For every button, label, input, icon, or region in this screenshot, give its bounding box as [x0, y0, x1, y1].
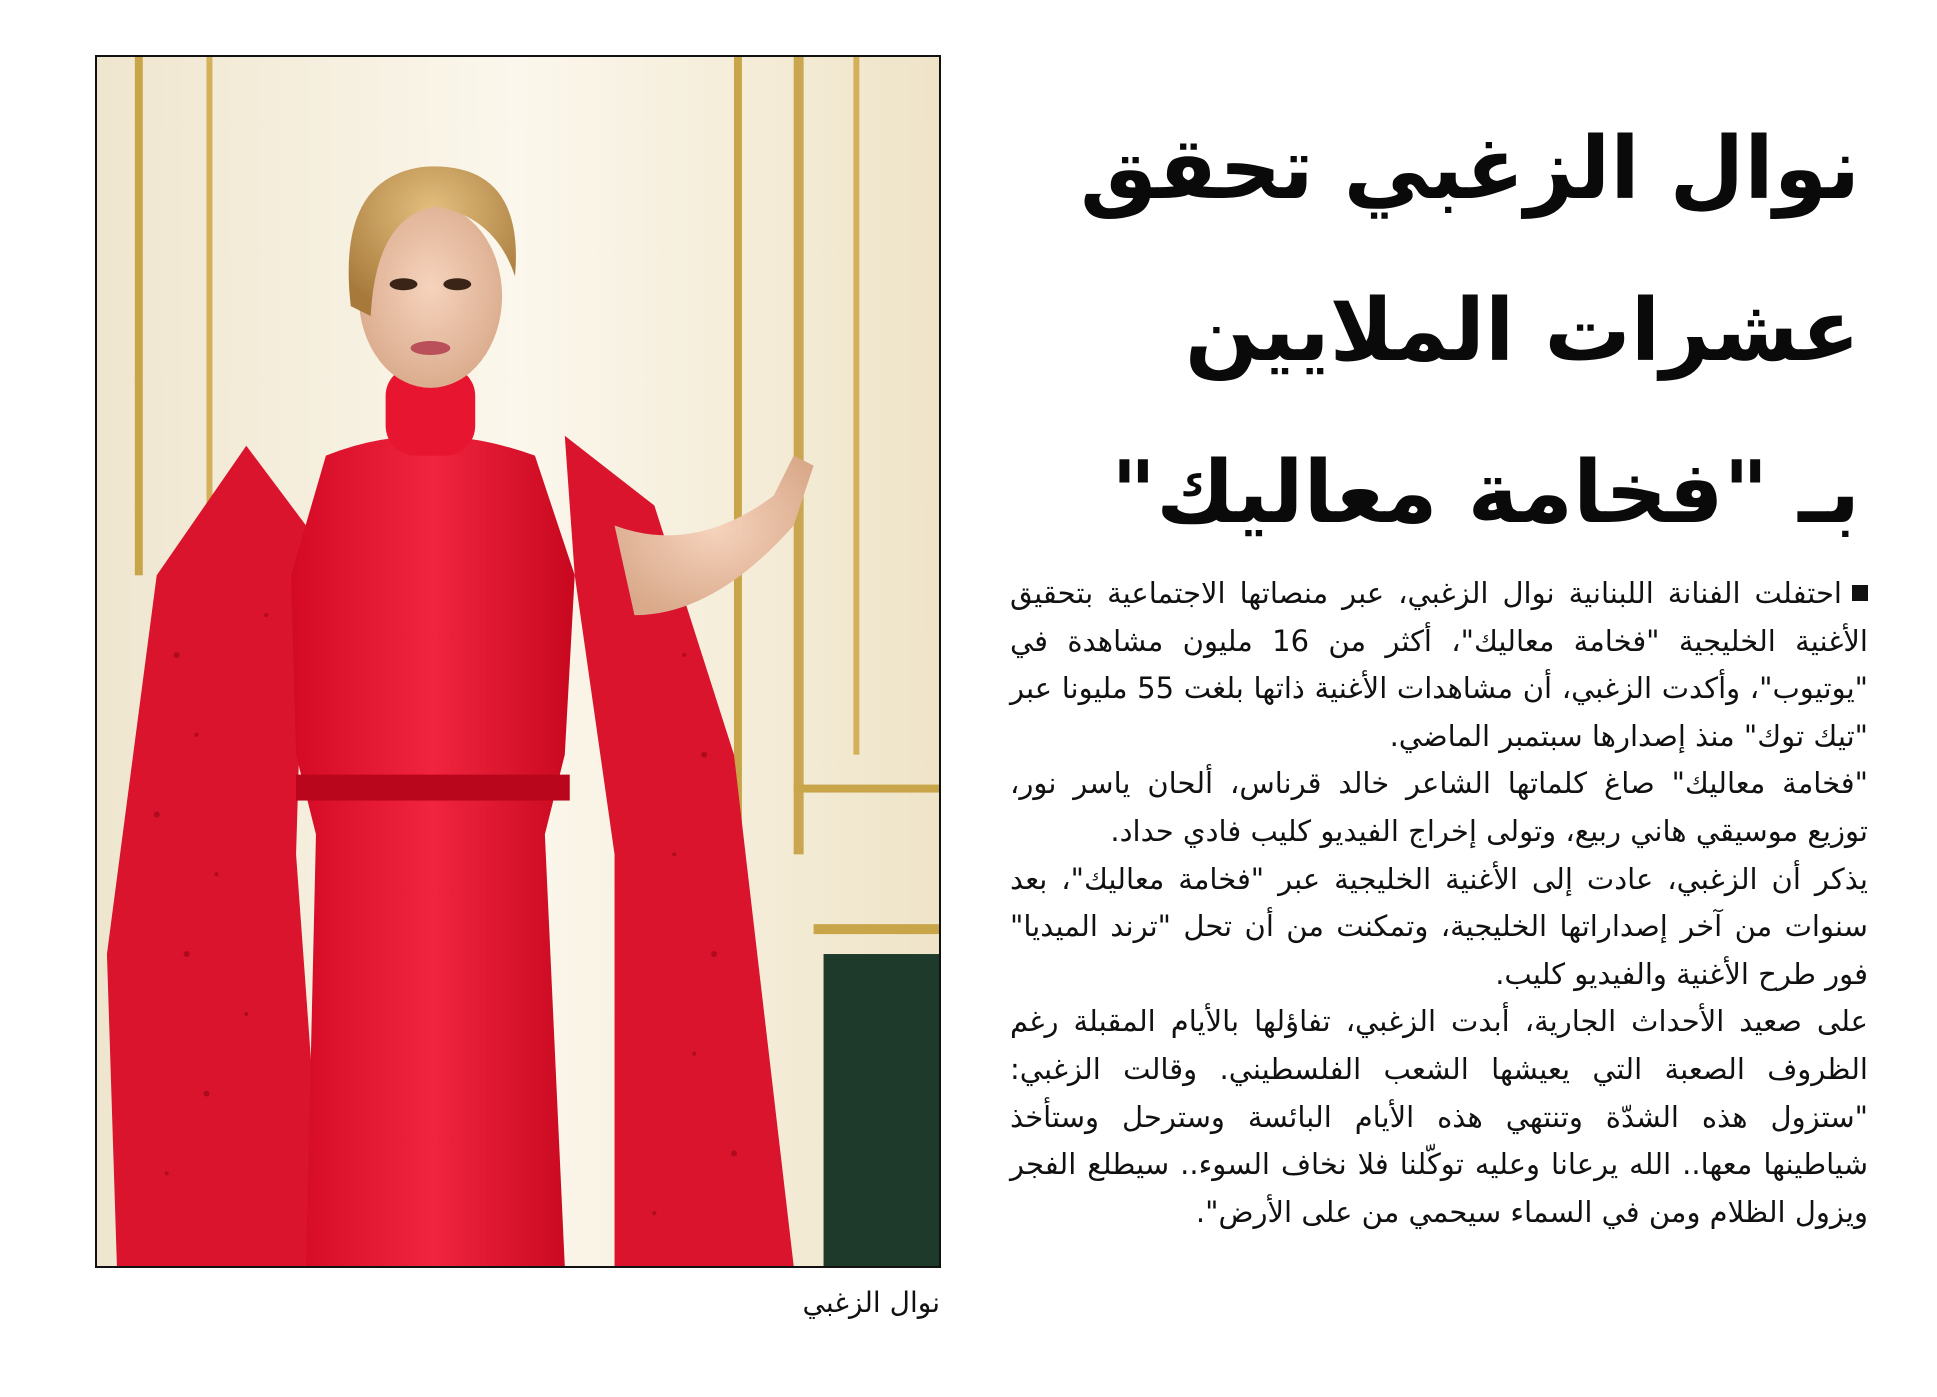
headline-line-2: عشرات الملايين — [1184, 281, 1860, 381]
body-paragraph-2: "فخامة معاليك" صاغ كلماتها الشاعر خالد قرناس، ألحان ياسر نور، توزيع موسيقي هاني ربيع، وتولى إخراج الفيديو كليب فادي حداد. — [1010, 766, 1868, 848]
article-headline — [1000, 88, 1860, 574]
body-paragraph-1-text: احتفلت الفنانة اللبنانية نوال الزغبي، عبر منصاتها الاجتماعية بتحقيق الأغنية الخليجية "فخامة معاليك"، أكثر من 16 مليون مشاهدة في "يوتيوب"، وأكدت الزغبي، أن مشاهدات الأغنية ذاتها بلغت 55 مليونا عبر "تيك توك" منذ إصدارها سبتمبر الماضي. — [1010, 576, 1868, 753]
square-bullet-icon — [1852, 585, 1868, 601]
body-paragraph-4: على صعيد الأحداث الجارية، أبدت الزغبي، تفاؤلها بالأيام المقبلة رغم الظروف الصعبة التي يعيشها الشعب الفلسطيني. وقالت الزغبي: "ستزول هذه الشدّة وتنتهي هذه الأيام البائسة وسترحل وستأخذ شياطينها معها.. الله يرعانا وعليه توكّلنا فلا نخاف السوء.. سيطلع الفجر ويزول الظلام ومن في السماء سيحمي من على الأرض". — [1010, 1004, 1868, 1229]
body-paragraph-3: يذكر أن الزغبي، عادت إلى الأغنية الخليجية عبر "فخامة معاليك"، بعد سنوات من آخر إصداراتها الخليجية، وتمكنت من أن تحل "ترند الميديا" فور طرح الأغنية والفيديو كليب. — [1010, 861, 1868, 991]
portrait-photo — [97, 57, 939, 1266]
headline-line-1: نوال الزغبي تحقق — [1079, 119, 1860, 219]
article-body — [1010, 570, 1868, 1236]
body-paragraph-1 — [1010, 570, 1868, 760]
photo-caption: نوال الزغبي — [802, 1286, 940, 1319]
headline-line-3: بـ "فخامة معاليك" — [1111, 443, 1860, 543]
article-photo — [95, 55, 941, 1268]
